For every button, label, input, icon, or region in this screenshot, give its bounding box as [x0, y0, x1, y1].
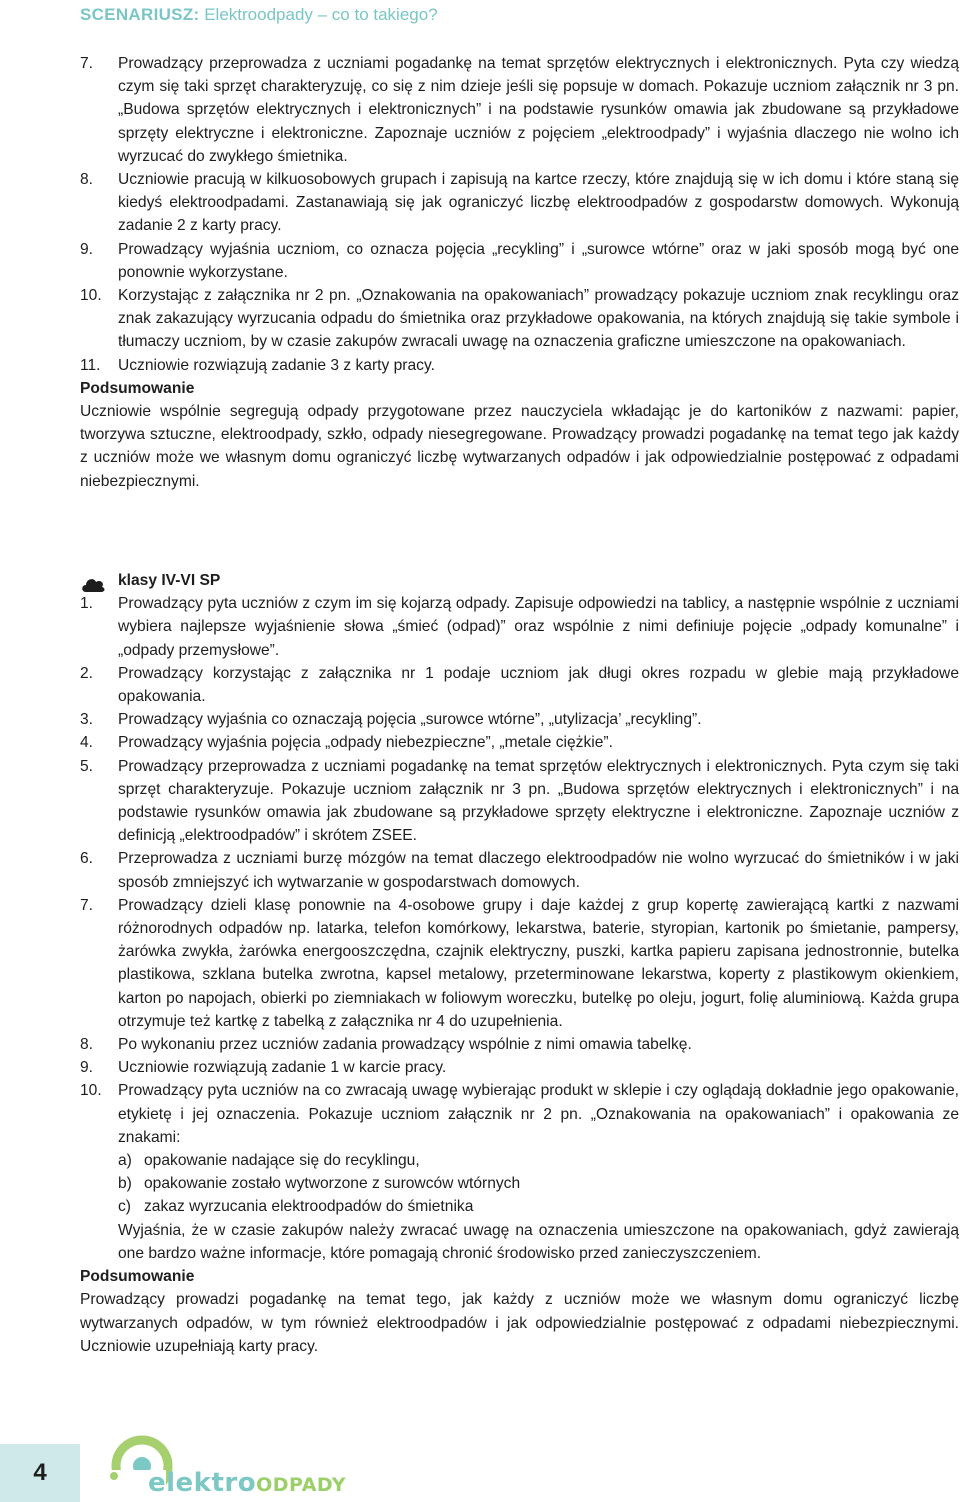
part2-list — [80, 592, 959, 1149]
page-number: 4 — [0, 1444, 80, 1502]
explanation-text: Wyjaśnia, że w czasie zakupów należy zwracać uwagę na oznaczenia umieszczone na opakowaniach, gdyż zawierają one bardzo ważne informacje, które pomagają chronić środowisko przed zanieczyszczeniem. — [118, 1221, 959, 1262]
list-item: 8. Po wykonaniu przez uczniów zadania prowadzący wspólnie z nimi omawia tabelkę. — [80, 1036, 692, 1054]
part2-block — [80, 569, 959, 1358]
header-title: Elektroodpady – co to takiego? — [204, 5, 438, 24]
list-item: 10. Korzystając z załącznika nr 2 pn. „Oznakowania na opakowaniach” prowadzący pokazuje uczniom znak recyklingu oraz znak zakazujący wyrzucania odpadu do śmietnika oraz przykładowe opakowania, na których znajdują się takie symbole i tłumaczy uczniom, by w czasie zakupów zwracali uwagę na oznaczenia graficzne umieszczone na opakowaniach. — [80, 287, 959, 351]
part1-list — [80, 52, 959, 377]
sub-item: a) opakowanie nadające się do recyklingu, — [118, 1152, 420, 1170]
logo-text: elektroODPADY — [148, 1468, 347, 1498]
list-item: 9. Uczniowie rozwiązują zadanie 1 w karcie pracy. — [80, 1059, 447, 1077]
list-item: 1. Prowadzący pyta uczniów z czym im się kojarzą odpady. Zapisuje odpowiedzi na tablicy, a następnie wspólnie z uczniami wybiera najlepsze wyjaśnienie słowa „śmieć (odpad)” oraz wspólnie z nimi definiuje pojęcie „odpady komunalne” i „odpady przemysłowe”. — [80, 595, 959, 659]
part1-block — [80, 52, 959, 493]
list-item: 5. Prowadzący przeprowadza z uczniami pogadankę na temat sprzętów elektrycznych i elektronicznych. Pyta czym się taki sprzęt charakteryzuje. Pokazuje uczniom załącznik nr 3 pn. „Budowa sprzętów elektrycznych i elektronicznych” i na podstawie rysunków omawia jak zbudowane są przykładowe sprzęty elektryczne i elektroniczne. Zapoznaje uczniów z definicją „elektroodpadów” i skrótem ZSEE. — [80, 757, 959, 845]
summary-text: Uczniowie wspólnie segregują odpady przygotowane przez nauczyciela wkładając je do kartoników z nazwami: papier, tworzywa sztuczne, elektroodpady, szkło, odpady niesegregowane. Prowadzący prowadzi pogadankę na temat tego jak każdy z uczniów może we własnym domu ograniczyć liczbę wytwarzanych odpadów i jak odpowiedzialnie postępować z odpadami niebezpiecznymi. — [80, 403, 959, 490]
list-item: 7. Prowadzący przeprowadza z uczniami pogadankę na temat sprzętów elektrycznych i elektronicznych. Pyta czy wiedzą czym się taki sprzęt charakteryzuję, co się z nim dzieje jeśli się popsuje w domach. Pokazuje uczniom załącznik nr 3 pn. „Budowa sprzętów elektrycznych i elektronicznych” i na podstawie rysunków omawia jak zbudowane są przykładowe sprzęty elektryczne i elektroniczne. Zapoznaje uczniów z pojęciem „elektroodpady” i wyjaśnia dlaczego nie wolno ich wyrzucać do zwykłego śmietnika. — [80, 55, 959, 165]
page-header — [80, 4, 950, 26]
header-label: SCENARIUSZ: — [80, 5, 200, 24]
summary-heading: Podsumowanie — [80, 1268, 195, 1286]
sub-item: b) opakowanie zostało wytworzone z surowców wtórnych — [118, 1175, 521, 1193]
list-item: 7. Prowadzący dzieli klasę ponownie na 4-osobowe grupy i daje każdej z grup kopertę zawierającą kartki z nazwami różnorodnych odpadów np. latarka, telefon komórkowy, lekarstwa, baterie, styropian, kartonik po śmietanie, pampersy, żarówka zwykła, żarówka energooszczędna, czajnik elektryczny, puszki, kartka papieru zapisana jednostronnie, butelka plastikowa, szklana butelka zwrotna, kapsel metalowy, przeterminowane lekarstwa, koperty z plastikowym okienkiem, karton po napojach, obierki po ziemniakach w foliowym woreczku, butelkę po oleju, jogurt, folię aluminiową. Każda grupa otrzymuje też kartkę z tabelką z załącznika nr 4 do uzupełnienia. — [80, 896, 959, 1030]
sub-item: c) zakaz wyrzucania elektroodpadów do śmietnika — [118, 1198, 474, 1216]
list-item: 10. Prowadzący pyta uczniów na co zwracają uwagę wybierając produkt w sklepie i czy oglądają dokładnie jego opakowanie, etykietę i jej oznaczenia. Pokazuje uczniom załącznik nr 2 pn. „Oznakowania na opakowaniach” i opakowania ze znakami: — [80, 1082, 959, 1146]
cloud-icon — [80, 570, 118, 592]
list-item: 8. Uczniowie pracują w kilkuosobowych grupach i zapisują na kartce rzeczy, które znajdują się w ich domu i które staną się kiedyś elektroodpadami. Zastanawiają się jak ograniczyć liczbę elektroodpadów z gospodarstw domowych. Wykonują zadanie 2 z karty pracy. — [80, 171, 959, 235]
list-item: 6. Przeprowadza z uczniami burzę mózgów na temat dlaczego elektroodpadów nie wolno wyrzucać do śmietników i w jaki sposób zmniejszyć ich wytwarzanie w gospodarstwach domowych. — [80, 850, 959, 891]
summary-heading: Podsumowanie — [80, 379, 195, 397]
summary-text: Prowadzący prowadzi pogadankę na temat tego, jak każdy z uczniów może we własnym domu ograniczyć liczbę wytwarzanych odpadów, w tym również elektroodpadów i jak odpowiedzialnie postępować z odpadami niebezpiecznymi. Uczniowie uzupełniają karty pracy. — [80, 1291, 959, 1355]
section-title: klasy IV-VI SP — [118, 572, 221, 589]
list-item: 3. Prowadzący wyjaśnia co oznaczają pojęcia „surowce wtórne”, „utylizacja’ „recykling”. — [80, 711, 702, 729]
list-item: 9. Prowadzący wyjaśnia uczniom, co oznacza pojęcia „recykling” i „surowce wtórne” oraz w jaki sposób mogą być one ponownie wykorzystane. — [80, 240, 959, 281]
list-item: 11. Uczniowie rozwiązują zadanie 3 z karty pracy. — [80, 356, 435, 374]
list-item: 4. Prowadzący wyjaśnia pojęcia „odpady niebezpieczne”, „metale ciężkie”. — [80, 734, 613, 752]
list-item: 2. Prowadzący korzystając z załącznika nr 1 podaje uczniom jak długi okres rozpadu w glebie mają przykładowe opakowania. — [80, 664, 959, 706]
section-heading — [80, 569, 959, 592]
